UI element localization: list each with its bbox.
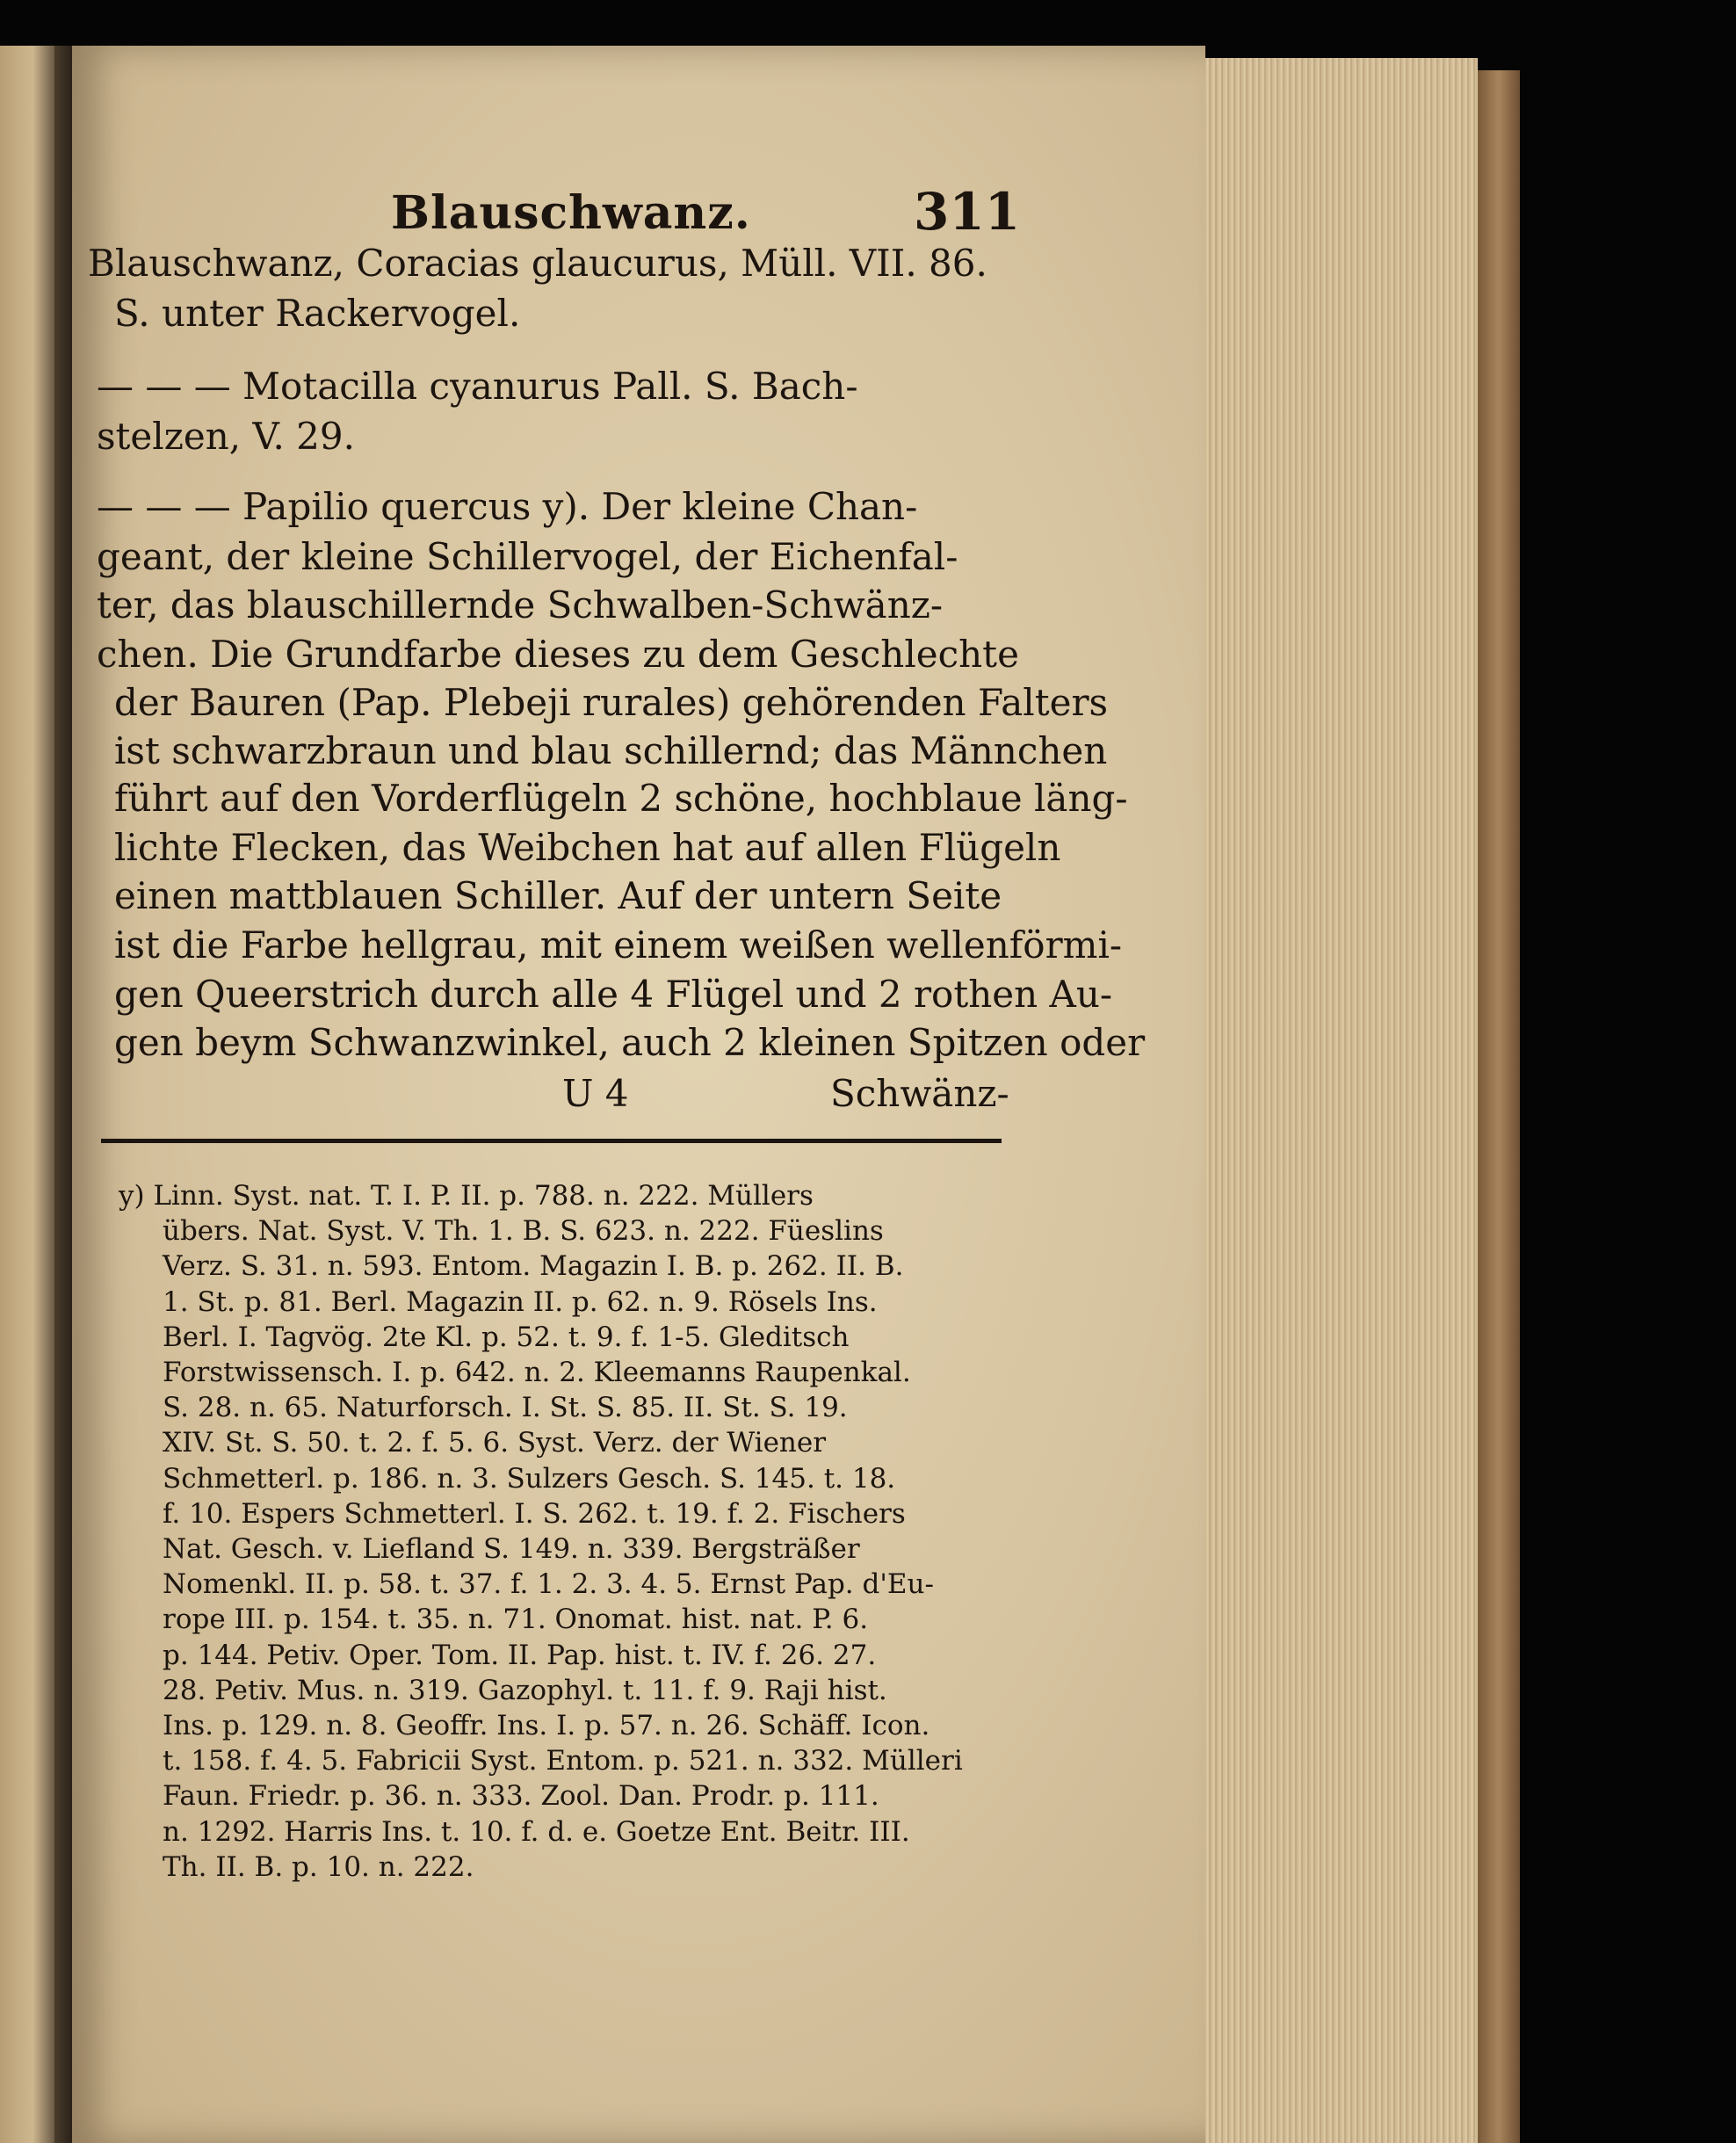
body-line: lichte Flecken, das Weibchen hat auf allen Flügeln bbox=[114, 826, 1061, 869]
book-cover-edge bbox=[1478, 70, 1520, 2143]
page-number: 311 bbox=[914, 182, 1021, 242]
body-line: führt auf den Vorderflügeln 2 schöne, hochblaue läng- bbox=[114, 777, 1128, 820]
footnote-line: p. 144. Petiv. Oper. Tom. II. Pap. hist. t. IV. f. 26. 27. bbox=[163, 1639, 877, 1671]
footnote-line: übers. Nat. Syst. V. Th. 1. B. S. 623. n. 222. Füeslins bbox=[163, 1215, 884, 1248]
footnote-line: 28. Petiv. Mus. n. 319. Gazophyl. t. 11. f. 9. Raji hist. bbox=[163, 1674, 887, 1706]
body-line: ist schwarzbraun und blau schillernd; das Männchen bbox=[114, 729, 1108, 772]
footnote-line: Nomenkl. II. p. 58. t. 37. f. 1. 2. 3. 4. 5. Ernst Pap. d'Eu- bbox=[163, 1568, 934, 1601]
footnote-line: Verz. S. 31. n. 593. Entom. Magazin I. B. p. 262. II. B. bbox=[163, 1250, 904, 1283]
body-line: gen beym Schwanzwinkel, auch 2 kleinen Spitzen oder bbox=[114, 1021, 1146, 1064]
footnote-line: 1. St. p. 81. Berl. Magazin II. p. 62. n. 9. Rösels Ins. bbox=[163, 1285, 878, 1318]
body-line: geant, der kleine Schillervogel, der Eichenfal- bbox=[97, 535, 958, 578]
footnote-line: Forstwissensch. I. p. 642. n. 2. Kleemanns Raupenkal. bbox=[163, 1357, 911, 1388]
footnote-line: y) Linn. Syst. nat. T. I. P. II. p. 788. n. 222. Müllers bbox=[119, 1180, 814, 1212]
footnote-line: Ins. p. 129. n. 8. Geoffr. Ins. I. p. 57. n. 26. Schäff. Icon. bbox=[163, 1710, 930, 1741]
body-line: gen Queerstrich durch alle 4 Flügel und 2 rothen Au- bbox=[114, 973, 1113, 1016]
previous-page-edge bbox=[0, 46, 54, 2143]
body-line: S. unter Rackervogel. bbox=[114, 292, 521, 335]
footnote-line: Berl. I. Tagvög. 2te Kl. p. 52. t. 9. f. 1-5. Gleditsch bbox=[163, 1321, 850, 1353]
page-block-edges bbox=[1205, 58, 1478, 2143]
footnote-line: f. 10. Espers Schmetterl. I. S. 262. t. 19. f. 2. Fischers bbox=[163, 1497, 906, 1530]
footnote-line: rope III. p. 154. t. 35. n. 71. Onomat. hist. nat. P. 6. bbox=[163, 1604, 869, 1636]
footnote-line: S. 28. n. 65. Naturforsch. I. St. S. 85. II. St. S. 19. bbox=[163, 1392, 848, 1424]
signature-mark: U 4 bbox=[562, 1072, 629, 1115]
body-line: stelzen, V. 29. bbox=[97, 415, 355, 458]
body-line: einen mattblauen Schiller. Auf der untern Seite bbox=[114, 874, 1002, 917]
running-head: Blauschwanz. bbox=[391, 186, 751, 240]
footnote-line: Th. II. B. p. 10. n. 222. bbox=[163, 1850, 474, 1883]
body-line: chen. Die Grundfarbe dieses zu dem Geschlechte bbox=[97, 633, 1019, 676]
body-line: der Bauren (Pap. Plebeji rurales) gehörenden Falters bbox=[114, 681, 1109, 724]
book-gutter bbox=[54, 46, 72, 2143]
body-line: — — — Papilio quercus y). Der kleine Chan- bbox=[97, 485, 918, 528]
footnote-rule bbox=[101, 1139, 1002, 1143]
body-line: — — — Motacilla cyanurus Pall. S. Bach- bbox=[97, 365, 858, 408]
footnote-line: Faun. Friedr. p. 36. n. 333. Zool. Dan. Prodr. p. 111. bbox=[163, 1780, 879, 1813]
body-line: Blauschwanz, Coracias glaucurus, Müll. VII. 86. bbox=[88, 242, 987, 285]
footnote-line: n. 1292. Harris Ins. t. 10. f. d. e. Goetze Ent. Beitr. III. bbox=[163, 1815, 910, 1848]
footnote-line: Nat. Gesch. v. Liefland S. 149. n. 339. Bergsträßer bbox=[163, 1533, 860, 1565]
catchword: Schwänz- bbox=[830, 1072, 1009, 1115]
body-line: ter, das blauschillernde Schwalben-Schwänz- bbox=[97, 583, 944, 626]
footnote-line: XIV. St. S. 50. t. 2. f. 5. 6. Syst. Verz. der Wiener bbox=[163, 1427, 827, 1459]
footnote-line: Schmetterl. p. 186. n. 3. Sulzers Gesch. S. 145. t. 18. bbox=[163, 1462, 896, 1495]
footnote-line: t. 158. f. 4. 5. Fabricii Syst. Entom. p. 521. n. 332. Mülleri bbox=[163, 1745, 963, 1777]
body-line: ist die Farbe hellgrau, mit einem weißen wellenförmi- bbox=[114, 923, 1123, 967]
